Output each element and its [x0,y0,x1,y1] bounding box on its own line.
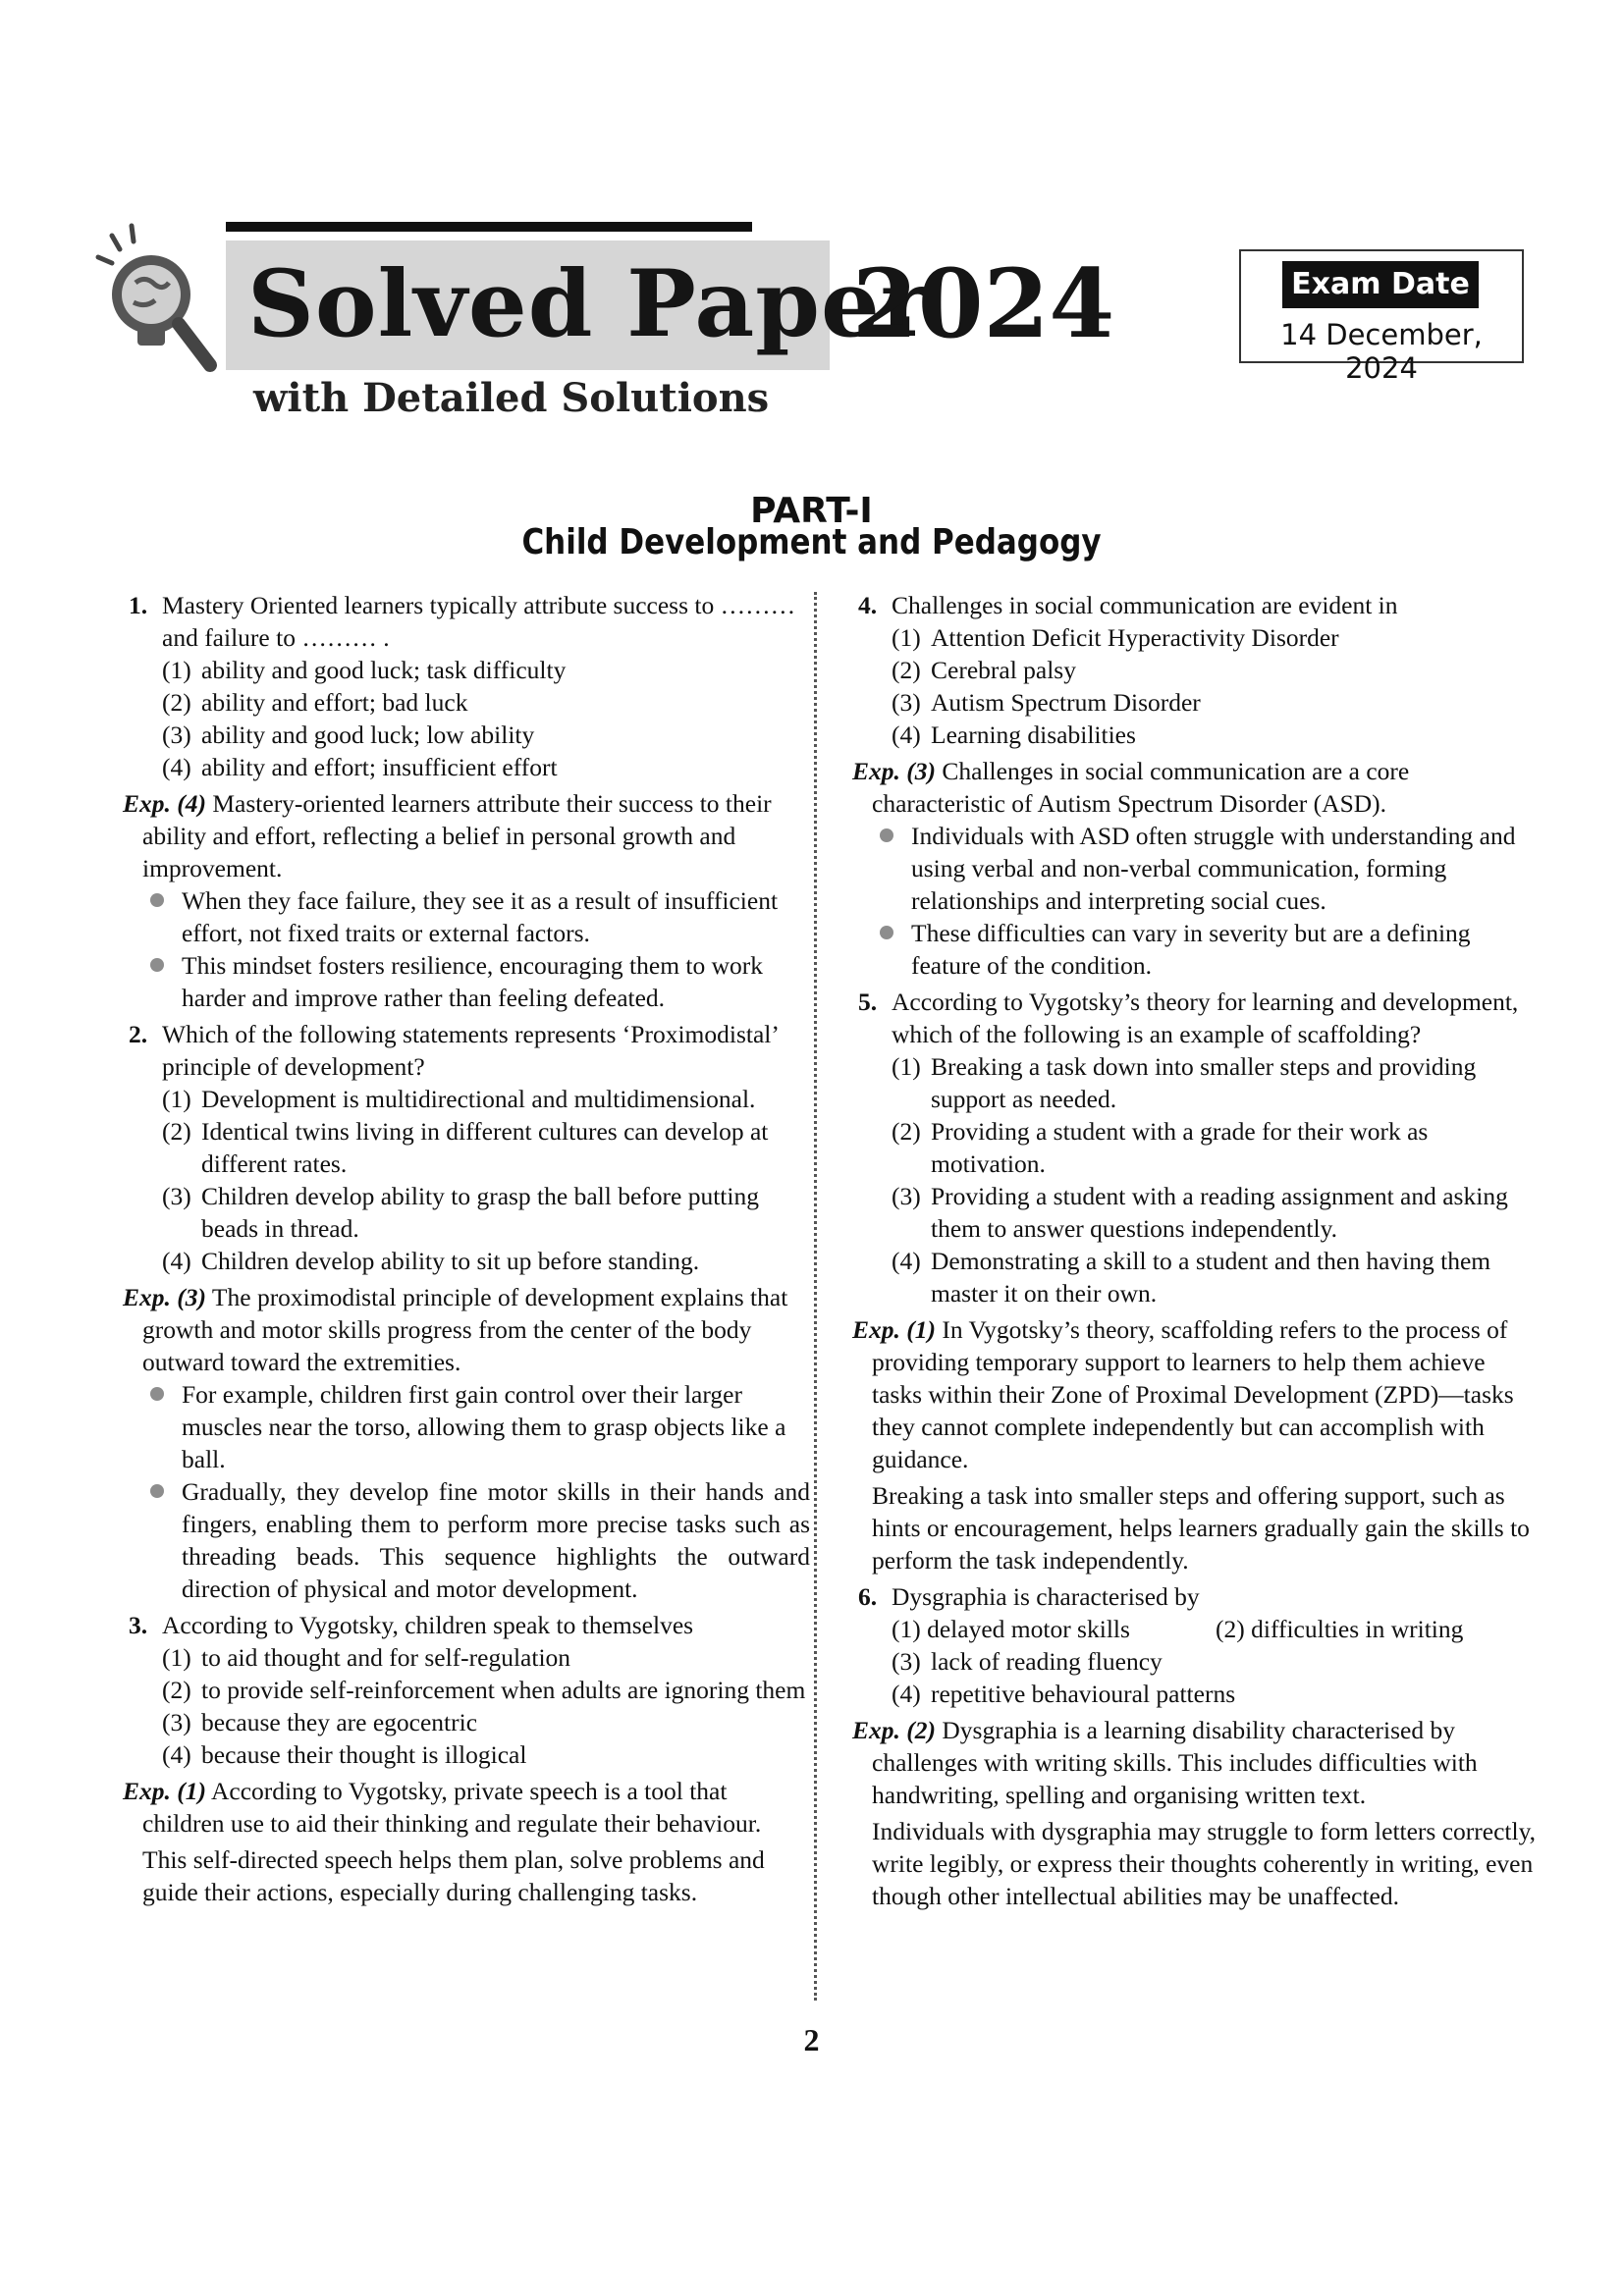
column-divider [814,592,817,2001]
paper-title: Solved Paper [247,250,931,358]
question-text: Dysgraphia is characterised by [892,1582,1200,1611]
option: (3) Autism Spectrum Disorder [892,688,1201,717]
bullet-point: These difficulties can vary in severity but are a defining feature of the condition. [872,917,1540,982]
bullet-point: Gradually, they develop fine motor skills in their hands and fingers, enabling them to perform more precise tasks such as threading beads. This sequence highlights the outward direction of physical and motor development. [142,1475,810,1605]
option: (3) Providing a student with a reading assignment and asking them to answer questions independently. [892,1182,1508,1243]
explanation-label: Exp. (3) [852,757,936,785]
question-number: 1. [129,591,148,619]
option: (2) difficulties in writing [1216,1615,1464,1643]
question-3 [123,1609,810,1641]
bullet-dot-icon [150,958,164,972]
question-number: 5. [858,988,878,1016]
question-number: 2. [129,1020,148,1048]
option: (3) lack of reading fluency [892,1647,1163,1676]
explanation-paragraph: Individuals with dysgraphia may struggle to form letters correctly, write legibly, or express their thoughts coherently in writing, even though other intellectual abilities may be unaffected. [872,1817,1537,1910]
question-text: Challenges in social communication are evident in [892,591,1398,619]
option: (3) because they are egocentric [162,1708,478,1736]
question-6 [852,1580,1540,1613]
option: (2) Cerebral palsy [892,656,1076,684]
explanation-label: Exp. (2) [852,1716,936,1744]
explanation-label: Exp. (1) [123,1777,206,1805]
bullet-dot-icon [150,1484,164,1498]
option: (1) Development is multidirectional and multidimensional. [162,1085,756,1113]
explanation: Exp. (3) The proximodistal principle of development explains that growth and motor skills progress from the center of the body outward toward the extremities. [123,1283,788,1376]
part-heading: PART-I [750,491,873,531]
option: (2) ability and effort; bad luck [162,688,468,717]
option: (2) Providing a student with a grade for their work as motivation. [892,1117,1429,1178]
option: (3) Children develop ability to grasp the ball before putting beads in thread. [162,1182,759,1243]
explanation: Exp. (1) In Vygotsky’s theory, scaffolding refers to the process of providing temporary support to learners to help them achieve tasks within their Zone of Proximal Development (ZPD)—tasks they cannot complete independently but can accomplish with guidance. [852,1315,1514,1473]
question-text: According to Vygotsky, children speak to themselves [162,1611,694,1639]
option: (1) Breaking a task down into smaller steps and providing support as needed. [892,1052,1477,1113]
question-number: 3. [129,1611,148,1639]
paper-year: 2024 [852,248,1115,359]
option: (2) to provide self-reinforcement when adults are ignoring them [162,1676,806,1704]
question-5 [852,986,1540,1050]
question-4 [852,589,1540,621]
explanation-paragraph: Breaking a task into smaller steps and offering support, such as hints or encouragement, helps learners gradually gain the skills to perform the task independently. [872,1481,1530,1575]
bullet-dot-icon [880,926,893,939]
question-text: According to Vygotsky’s theory for learning and development, which of the following is an example of scaffolding? [892,988,1519,1048]
option: (4) Demonstrating a skill to a student and then having them master it on their own. [892,1247,1491,1308]
exam-date-value: 14 December, 2024 [1280,318,1483,385]
question-number: 6. [858,1582,878,1611]
explanation: Exp. (4) Mastery-oriented learners attribute their success to their ability and effort, reflecting a belief in personal growth and improvement. [123,789,772,882]
explanation: Exp. (1) According to Vygotsky, private speech is a tool that children use to aid their thinking and regulate their behaviour. [123,1777,762,1838]
option: (4) repetitive behavioural patterns [892,1680,1236,1708]
right-column [852,589,1540,1912]
left-column [123,589,810,1908]
bullet-point: Individuals with ASD often struggle with understanding and using verbal and non-verbal communication, forming relationships and interpreting social cues. [872,820,1540,917]
option-row [892,1613,1540,1645]
option: (1) Attention Deficit Hyperactivity Disorder [892,623,1339,652]
bullet-point: For example, children first gain control over their larger muscles near the torso, allowing them to grasp objects like a ball. [142,1378,810,1475]
bullet-dot-icon [150,893,164,907]
option: (4) Children develop ability to sit up before standing. [162,1247,700,1275]
explanation-label: Exp. (1) [852,1315,936,1344]
explanation: Exp. (2) Dysgraphia is a learning disability characterised by challenges with writing skills. This includes difficulties with handwriting, spelling and organising written text. [852,1716,1478,1809]
bullet-point: When they face failure, they see it as a result of insufficient effort, not fixed traits or external factors. [142,884,810,949]
option: (1) ability and good luck; task difficulty [162,656,567,684]
question-2 [123,1018,810,1083]
page-number: 2 [803,2022,820,2057]
bullet-point: This mindset fosters resilience, encouraging them to work harder and improve rather than feeling defeated. [142,949,810,1014]
option: (1) to aid thought and for self-regulation [162,1643,571,1672]
option: (4) ability and effort; insufficient effort [162,753,558,781]
exam-date-box [1239,249,1524,385]
question-1 [123,589,810,654]
bulb-search-logo-icon [90,218,218,385]
option: (4) Learning disabilities [892,721,1136,749]
paper-subtitle: with Detailed Solutions [253,375,770,421]
option: (4) because their thought is illogical [162,1740,527,1769]
option: (3) ability and good luck; low ability [162,721,535,749]
explanation-label: Exp. (3) [123,1283,206,1311]
explanation: Exp. (3) Challenges in social communication are a core characteristic of Autism Spectrum Disorder (ASD). [852,757,1410,818]
header-top-rule [226,222,752,232]
bullet-dot-icon [150,1387,164,1401]
question-text: Mastery Oriented learners typically attribute success to ……… and failure to ……… . [162,591,796,652]
exam-date-label: Exam Date [1282,261,1479,308]
option: (1) delayed motor skills [892,1615,1130,1643]
section-heading: Child Development and Pedagogy [521,522,1102,562]
explanation-label: Exp. (4) [123,789,206,818]
question-text: Which of the following statements represents ‘Proximodistal’ principle of development? [162,1020,778,1081]
bullet-dot-icon [880,828,893,842]
explanation-paragraph: This self-directed speech helps them plan, solve problems and guide their actions, especially during challenging tasks. [142,1845,765,1906]
option: (2) Identical twins living in different cultures can develop at different rates. [162,1117,769,1178]
question-number: 4. [858,591,878,619]
